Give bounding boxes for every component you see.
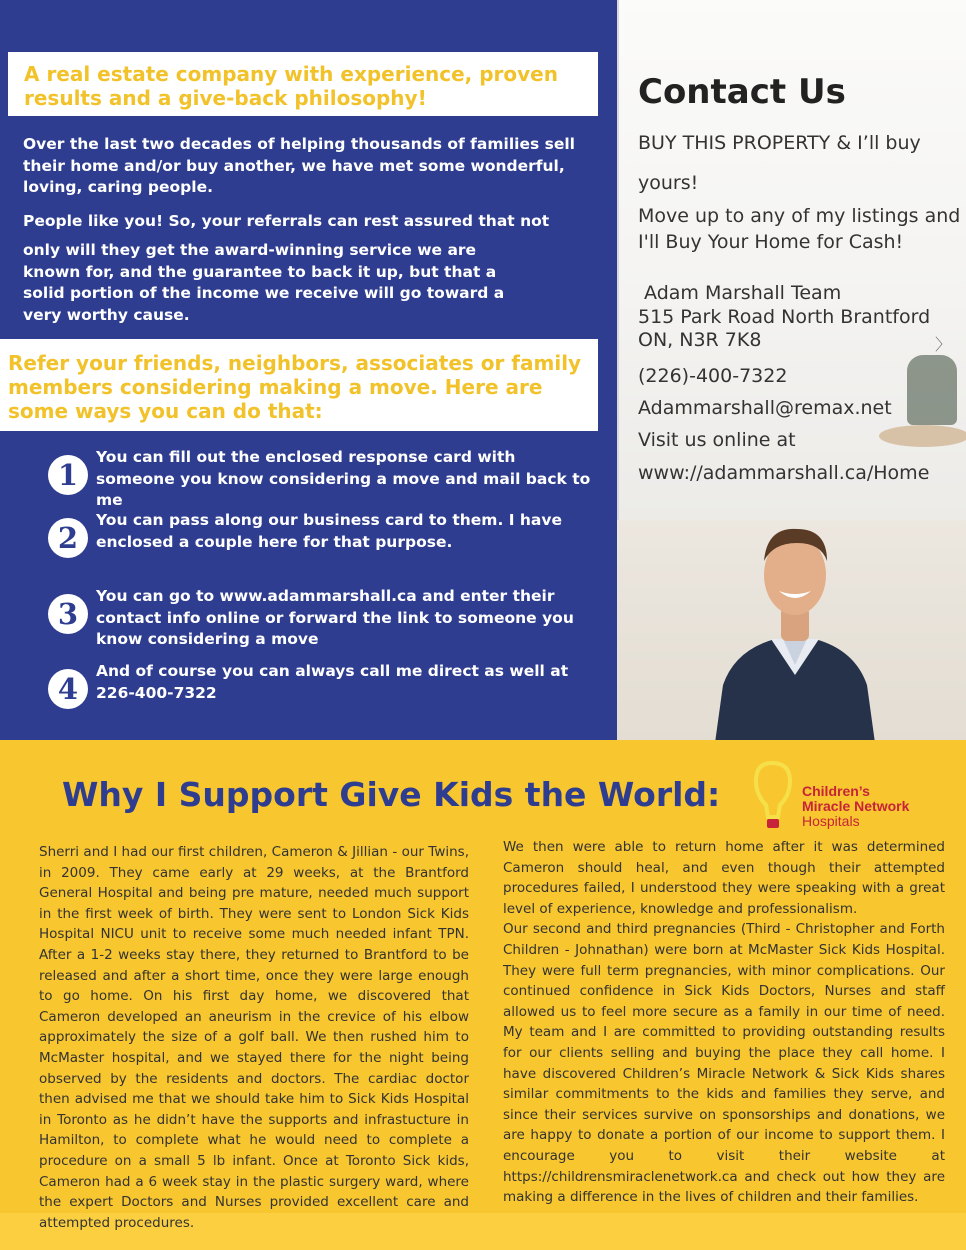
contact-phone[interactable]: (226)-400-7322 — [638, 365, 788, 387]
chair-decoration — [907, 355, 957, 425]
intro-paragraph-1: Over the last two decades of helping thousands of families sell their home and/or buy another, we have met some wonderful, loving, caring people. — [23, 135, 575, 196]
step-number-badge: 3 — [48, 594, 88, 634]
intro-paragraph-2: only will they get the award-winning service we are known for, and the guarantee to back it up, but that a solid portion of the income we receive will go toward a very worthy cause. — [23, 241, 505, 324]
support-text-column-1: Sherri and I had our first children, Cameron & Jillian - our Twins, in 2009. They came early at 29 weeks, at the Brantford General Hospital and being pre mature, needed much support in the first week of birth. They were sent to London Sick Kids Hospital NICU unit to receive some much needed infant TPN. After a 1-2 weeks stay there, they returned to Brantford to be released and after a short time, once they were large enough to go home. On his first day home, we discovered that Cameron developed an aneurism in the crevice of his elbow approximately the size of a golf ball. We then rushed him to McMaster hospital, and we stayed there for the night being observed by the residents and doctors. The cardiac doctor then advised me that we should take him to Sick Kids Hospital in Toronto as he didn’t have the supports and infrastucture in Hamilton, to complete what he would need to complete a procedure on a small 5 lb infant. Once at Toronto Sick kids, Cameron had a 6 week stay in the plastic surgery ward, where the expert Doctors and Nurses provided excellent care and attempted procedures. — [39, 844, 469, 1231]
contact-team: Adam Marshall Team — [638, 282, 842, 304]
contact-email[interactable]: Adammarshall@remax.net — [638, 397, 892, 419]
contact-offer-line4: I'll Buy Your Home for Cash! — [638, 231, 904, 253]
step-text: You can pass along our business card to them. I have enclosed a couple here for that purpose. — [96, 511, 562, 551]
intro-heading: A real estate company with experience, proven results and a give-back philosophy! — [24, 62, 558, 110]
step-text: And of course you can always call me direct as well at 226-400-7322 — [96, 662, 569, 702]
contact-address-line1: 515 Park Road North Brantford — [638, 306, 931, 328]
chair-base-decoration — [879, 425, 966, 447]
support-title: Why I Support Give Kids the World: — [62, 775, 721, 814]
step-text: You can go to www.adammarshall.ca and enter their contact info online or forward the link to someone you know considering a move — [96, 587, 574, 648]
refer-heading: Refer your friends, neighbors, associates or family members considering making a move. Here are some ways you can do that: — [8, 351, 582, 423]
logo-line-2: Miracle Network — [802, 798, 910, 814]
contact-offer-line2: yours! — [638, 172, 699, 194]
intro-paragraph-2-line1: People like you! So, your referrals can rest assured that not — [23, 212, 550, 230]
step-text: You can fill out the enclosed response card with someone you know considering a move and mail back to me — [96, 448, 591, 509]
agent-photo — [705, 515, 885, 743]
support-paragraph-b: Our second and third pregnancies (Third - Christopher and Forth Children - Johnathan) were born at McMaster Sick Kids Hospital. They were full term pregnancies, with minor complications. Our continued confidence in Sick Kids Doctors, Nurses and staff allowed us to feel more secure as a family in our time of need. My team and I are committed to providing outstanding results for our clients selling and buying the place they call home. I have discovered Children’s Miracle Network & Sick Kids shares similar commitments to the kids and families they serve, and since their services survive on sponsorships and donations, we are happy to donate a portion of our income to support them. I encourage you to visit their website at https://childrensmiraclenetwork.ca and check out how they are making a difference in the lives of children and their families. — [503, 921, 945, 1206]
support-text-column-2 — [503, 837, 945, 1208]
logo-line-3: Hospitals — [802, 813, 860, 829]
support-paragraph-a: We then were able to return home after it was determined Cameron should heal, and even though their attempted procedures failed, I understood they were speaking with a great level of experience, knowledge and professionalism. — [503, 839, 945, 917]
step-number-badge: 1 — [48, 455, 88, 495]
contact-website[interactable]: www://adammarshall.ca/Home — [638, 462, 930, 484]
contact-offer-line3: Move up to any of my listings and — [638, 205, 961, 227]
contact-offer-line1: BUY THIS PROPERTY & I’ll buy — [638, 132, 921, 154]
logo-wordmark — [802, 784, 909, 829]
step-number-badge: 4 — [48, 669, 88, 709]
step-number-badge: 2 — [48, 518, 88, 558]
intro-heading-box — [8, 52, 598, 116]
contact-address-line2: ON, N3R 7K8 — [638, 329, 762, 351]
contact-title: Contact Us — [638, 72, 846, 112]
chevron-right-icon: 〉 — [935, 335, 952, 354]
contact-visit-label: Visit us online at — [638, 429, 796, 451]
refer-heading-box — [0, 339, 598, 431]
logo-line-1: Children’s — [802, 783, 870, 799]
